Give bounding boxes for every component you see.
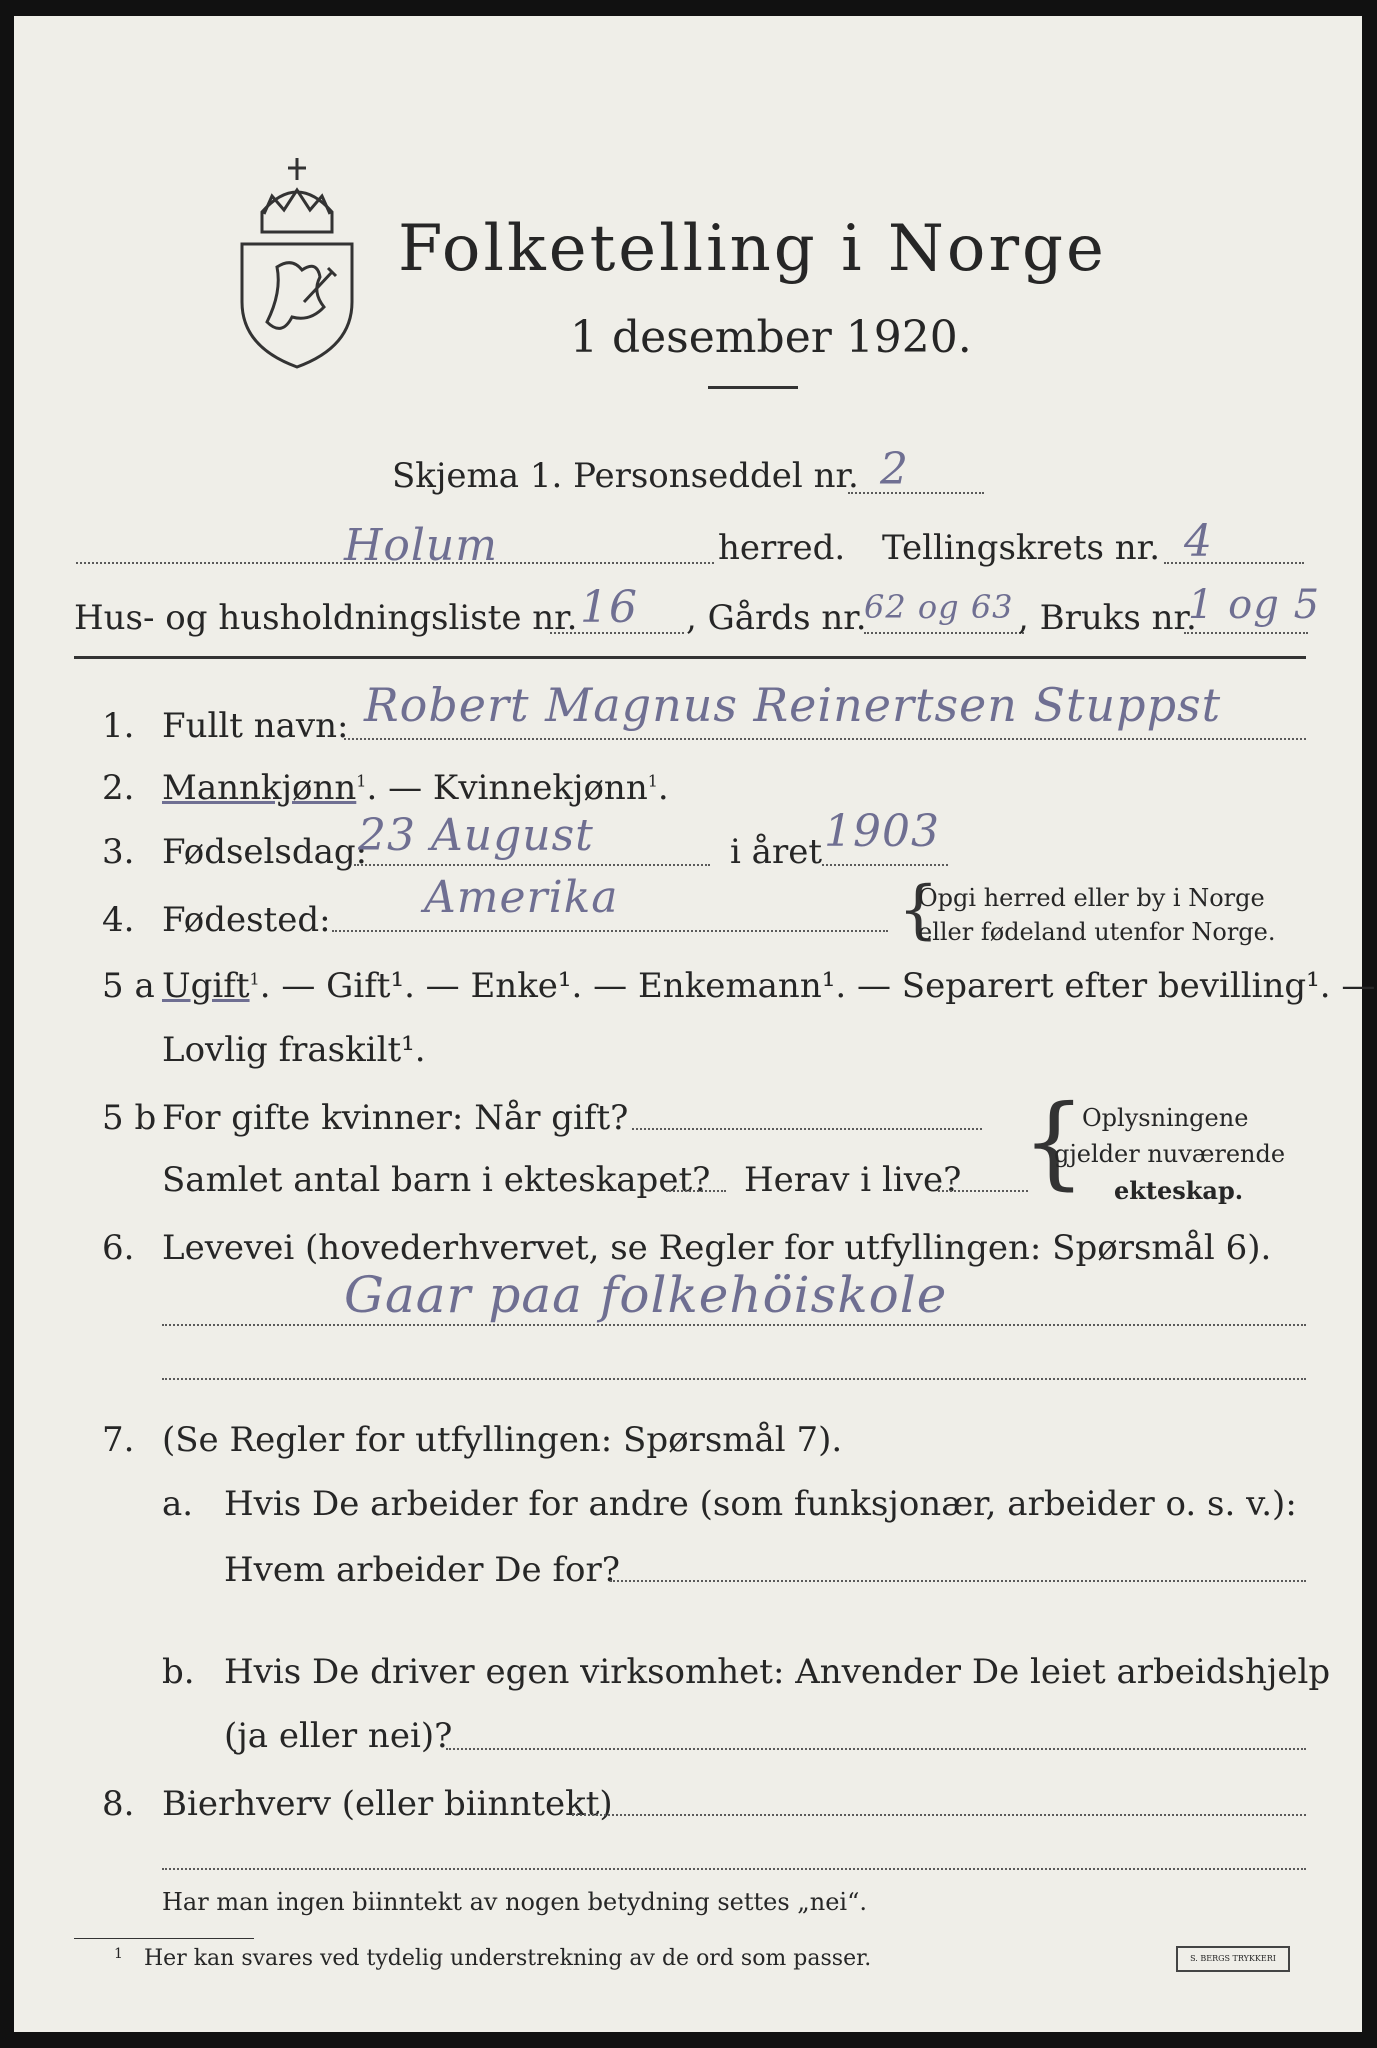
gender-separator: . — <box>366 768 433 808</box>
birthplace-line <box>332 930 888 932</box>
title-divider <box>708 386 798 389</box>
bruks-label: , Bruks nr. <box>1018 598 1197 638</box>
occupation-line-2 <box>162 1378 1306 1380</box>
marriage-note-1: Oplysningene <box>1082 1104 1249 1132</box>
footnote-mark: 1 <box>114 1946 123 1962</box>
schema-label: Skjema 1. Personseddel nr. <box>392 456 859 496</box>
personseddel-nr[interactable]: 2 <box>880 444 909 495</box>
birthplace-note-2: eller fødeland utenfor Norge. <box>918 918 1276 946</box>
gards-nr[interactable]: 62 og 63 <box>864 588 1014 626</box>
birthplace-brace: { <box>898 873 939 947</box>
coat-of-arms-icon <box>232 152 362 372</box>
occupation-value[interactable]: Gaar paa folkehöiskole <box>344 1266 948 1324</box>
hus-label: Hus- og husholdningsliste nr. <box>74 598 578 638</box>
personseddel-line <box>848 492 984 494</box>
bruks-nr[interactable]: 1 og 5 <box>1188 582 1321 628</box>
q1-line <box>344 738 1306 740</box>
form-title: Folketelling i Norge <box>398 212 1107 286</box>
tellingskrets-label: Tellingskrets nr. <box>882 528 1161 568</box>
q8-label: Bierhverv (eller biinntekt) <box>162 1784 613 1824</box>
footnote-text: Her kan svares ved tydelig understrekning av de ord som passer. <box>144 1946 872 1971</box>
marriage-note-2: gjelder nuværende <box>1054 1140 1286 1168</box>
status-ugift[interactable]: Ugift <box>162 966 250 1006</box>
year-label: i året <box>730 832 822 872</box>
q7-number: 7. <box>102 1420 135 1460</box>
q6-number: 6. <box>102 1228 135 1268</box>
q7b-line-1: Hvis De driver egen virksomhet: Anvender De leiet arbeidshjelp <box>224 1652 1331 1692</box>
herred-label: herred. <box>718 528 846 568</box>
income-note: Har man ingen biinntekt av nogen betydning settes „nei“. <box>162 1888 867 1916</box>
q3-label: Fødselsdag: <box>162 832 368 872</box>
marriage-brace: { <box>1022 1083 1086 1200</box>
q2-number: 2. <box>102 768 135 808</box>
status-others[interactable]: . — Gift¹. — Enke¹. — Enkemann¹. — Separert efter bevilling¹. — <box>259 966 1376 1006</box>
q5b-label-2: Samlet antal barn i ekteskapet? <box>162 1160 711 1200</box>
hired-help-line <box>446 1748 1306 1750</box>
bruks-line <box>1184 632 1308 634</box>
employer-line <box>610 1580 1306 1582</box>
q7-label: (Se Regler for utfyllingen: Spørsmål 7). <box>162 1420 843 1460</box>
q1-label: Fullt navn: <box>162 706 349 746</box>
header-divider <box>74 656 1306 659</box>
q5a-number: 5 a <box>102 966 155 1006</box>
status-fraskilt[interactable]: Lovlig fraskilt¹. <box>162 1030 426 1070</box>
q5b-label-3: Herav i live? <box>744 1160 962 1200</box>
q4-number: 4. <box>102 900 135 940</box>
side-income-line-1 <box>572 1814 1306 1816</box>
birthplace-value[interactable]: Amerika <box>424 872 619 923</box>
q7b-line-2: (ja eller nei)? <box>224 1716 453 1756</box>
birth-year[interactable]: 1903 <box>824 806 940 857</box>
q7b-letter: b. <box>162 1652 195 1692</box>
gender-male[interactable]: Mannkjønn <box>162 768 357 808</box>
birthday-value[interactable]: 23 August <box>358 810 594 861</box>
hus-nr[interactable]: 16 <box>580 582 638 633</box>
q3-number: 3. <box>102 832 135 872</box>
alive-line <box>938 1190 1028 1192</box>
q6-label: Levevei (hovederhvervet, se Regler for utfyllingen: Spørsmål 6). <box>162 1228 1272 1268</box>
q5a-options: Ugift$^1$. — Gift¹. — Enke¹. — Enkemann¹. — Separert efter bevilling¹. — <box>162 966 1376 1006</box>
q8-number: 8. <box>102 1784 135 1824</box>
side-income-line-2 <box>162 1868 1306 1870</box>
gards-label: , Gårds nr. <box>686 598 867 638</box>
census-form <box>14 16 1376 2032</box>
q2-gender: Mannkjønn$^1$. — Kvinnekjønn$^1$. <box>162 768 669 808</box>
birthday-line <box>354 864 710 866</box>
footnote-rule <box>74 1938 254 1939</box>
gender-female[interactable]: Kvinnekjønn <box>432 768 648 808</box>
q7a-line-2: Hvem arbeider De for? <box>224 1550 620 1590</box>
printer-stamp: S. BERGS TRYKKERI <box>1176 1946 1290 1972</box>
year-line <box>822 864 948 866</box>
children-line <box>666 1190 726 1192</box>
marriage-note-3: ekteskap. <box>1114 1176 1244 1205</box>
gender-end: . <box>657 768 669 808</box>
tellingskrets-nr[interactable]: 4 <box>1184 516 1213 567</box>
q5b-number: 5 b <box>102 1098 157 1138</box>
q1-number: 1. <box>102 706 135 746</box>
census-date: 1 desember 1920. <box>570 312 972 363</box>
birthplace-note-1: Opgi herred eller by i Norge <box>918 884 1265 912</box>
gards-line <box>864 632 1024 634</box>
married-when-line <box>632 1128 982 1130</box>
q5b-label-1: For gifte kvinner: Når gift? <box>162 1098 629 1138</box>
herred-name[interactable]: Holum <box>344 520 498 571</box>
full-name[interactable]: Robert Magnus Reinertsen Stuppst <box>364 678 1222 732</box>
q7a-letter: a. <box>162 1484 194 1524</box>
q4-label: Fødested: <box>162 900 331 940</box>
q7a-line-1: Hvis De arbeider for andre (som funksjonær, arbeider o. s. v.): <box>224 1484 1297 1524</box>
occupation-line-1 <box>162 1324 1306 1326</box>
